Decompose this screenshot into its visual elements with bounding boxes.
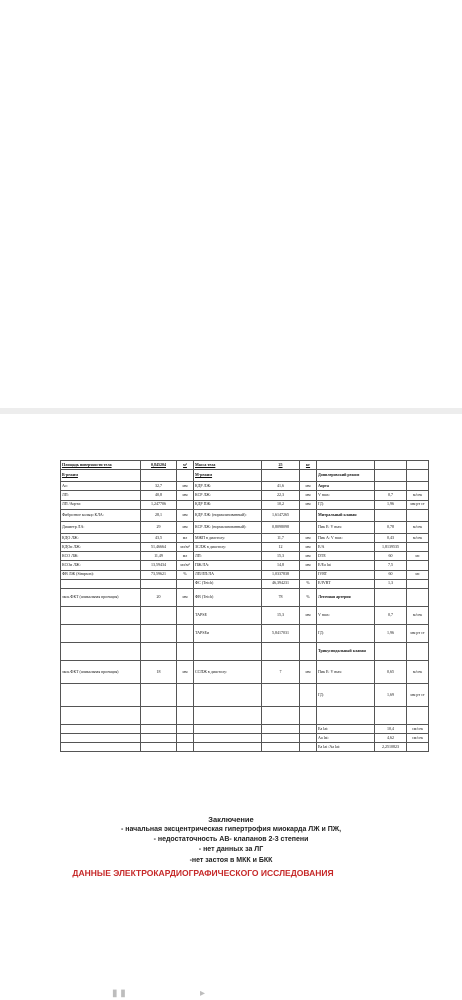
table-cell: КСОи ЛЖ: bbox=[61, 561, 141, 570]
table-cell: ЛП: bbox=[194, 552, 262, 561]
table-cell bbox=[61, 606, 141, 624]
table-cell bbox=[262, 642, 300, 660]
table-cell: мм bbox=[300, 561, 317, 570]
table-cell bbox=[300, 521, 317, 533]
table-row bbox=[61, 533, 429, 542]
table-cell bbox=[61, 724, 141, 733]
table-body bbox=[61, 461, 429, 752]
table-cell: Легочная артерия bbox=[317, 588, 375, 606]
table-cell bbox=[300, 624, 317, 642]
table-cell bbox=[177, 724, 194, 733]
table-cell: 22,3 bbox=[262, 491, 300, 500]
table-cell: м² bbox=[177, 461, 194, 470]
table-cell: 12 bbox=[262, 542, 300, 551]
table-cell: Ea lat /Aa lat: bbox=[317, 743, 375, 752]
table-cell: м/сек bbox=[407, 606, 429, 624]
table-cell: % bbox=[300, 588, 317, 606]
table-cell: ГД: bbox=[317, 500, 375, 509]
table-row bbox=[61, 683, 429, 706]
table-cell: V max: bbox=[317, 491, 375, 500]
table-cell: ГД: bbox=[317, 683, 375, 706]
table-cell bbox=[61, 683, 141, 706]
table-cell: мс bbox=[407, 570, 429, 579]
table-row bbox=[61, 570, 429, 579]
table-cell: 43,5 bbox=[141, 533, 177, 542]
table-cell bbox=[177, 683, 194, 706]
table-cell: Aa lat: bbox=[317, 734, 375, 743]
table-cell: E/IVRT bbox=[317, 579, 375, 588]
table-cell bbox=[194, 724, 262, 733]
table-cell bbox=[407, 470, 429, 482]
table-cell bbox=[61, 624, 141, 642]
table-cell bbox=[262, 743, 300, 752]
table-cell: 1,8139535 bbox=[375, 542, 407, 551]
table-cell: 78 bbox=[262, 588, 300, 606]
table-cell bbox=[61, 743, 141, 752]
table-cell: 10,4 bbox=[375, 724, 407, 733]
table-cell: мм рт ст bbox=[407, 683, 429, 706]
table-cell bbox=[375, 470, 407, 482]
table-cell: мм bbox=[300, 533, 317, 542]
table-cell: ЛП /Аорта: bbox=[61, 500, 141, 509]
table-cell bbox=[141, 743, 177, 752]
table-cell: V max: bbox=[317, 606, 375, 624]
conclusion-line: -нет застоя в МКК и БКК bbox=[189, 856, 273, 864]
table-row bbox=[61, 724, 429, 733]
table-cell: ФВ (Teich) bbox=[194, 588, 262, 606]
table-cell bbox=[317, 461, 375, 470]
table-row bbox=[61, 743, 429, 752]
table-cell bbox=[262, 734, 300, 743]
table-cell bbox=[300, 509, 317, 521]
table-cell bbox=[141, 683, 177, 706]
table-cell: мм рт ст bbox=[407, 500, 429, 509]
table-cell: 7 bbox=[262, 660, 300, 683]
table-cell bbox=[141, 624, 177, 642]
table-cell bbox=[177, 706, 194, 724]
table-cell: Ea lat: bbox=[317, 724, 375, 733]
table-cell bbox=[262, 724, 300, 733]
table-cell: E/Ea lat bbox=[317, 561, 375, 570]
table-cell: ЗСЛЖ в диастолу: bbox=[194, 542, 262, 551]
table-cell: 5,8417031 bbox=[262, 624, 300, 642]
table-cell: 40,8 bbox=[141, 491, 177, 500]
table-cell: Масса тела bbox=[194, 461, 262, 470]
table-cell: TAPSE bbox=[194, 606, 262, 624]
table-cell: Фиброзное кольцо КЛА: bbox=[61, 509, 141, 521]
table-cell: 0,8098098 bbox=[262, 521, 300, 533]
table-row bbox=[61, 561, 429, 570]
conclusion-title: Заключение bbox=[208, 815, 254, 824]
table-cell bbox=[375, 706, 407, 724]
table-cell bbox=[194, 743, 262, 752]
table-cell bbox=[177, 743, 194, 752]
table-cell: КСР ЛЖ: bbox=[194, 491, 262, 500]
table-cell: 1,0337838 bbox=[262, 570, 300, 579]
table-row bbox=[61, 552, 429, 561]
table-cell bbox=[177, 606, 194, 624]
table-cell: 1,247706 bbox=[141, 500, 177, 509]
table-cell bbox=[300, 734, 317, 743]
table-row bbox=[61, 461, 429, 470]
table-cell: Аорта bbox=[317, 482, 375, 491]
table-cell bbox=[407, 588, 429, 606]
table-cell bbox=[141, 470, 177, 482]
table-cell bbox=[262, 706, 300, 724]
table-cell bbox=[177, 470, 194, 482]
table-row bbox=[61, 588, 429, 606]
table-cell: 0,7 bbox=[375, 491, 407, 500]
table-cell: 0,43 bbox=[375, 533, 407, 542]
table-row bbox=[61, 491, 429, 500]
table-cell: 46,394231 bbox=[262, 579, 300, 588]
table-cell: м/сек bbox=[407, 521, 429, 533]
table-cell bbox=[177, 734, 194, 743]
table-cell bbox=[300, 570, 317, 579]
table-row bbox=[61, 500, 429, 509]
table-cell bbox=[407, 706, 429, 724]
table-cell bbox=[61, 642, 141, 660]
table-cell: КДР ПЖ: bbox=[194, 500, 262, 509]
table-cell bbox=[177, 624, 194, 642]
table-cell: 41,6 bbox=[262, 482, 300, 491]
table-row bbox=[61, 579, 429, 588]
table-cell: 11,7 bbox=[262, 533, 300, 542]
cut-off-text-fragment: ▸ bbox=[200, 988, 206, 999]
table-cell: ССПЖ в диастолу: bbox=[194, 660, 262, 683]
table-cell: мл/м² bbox=[177, 542, 194, 551]
table-cell: 1,96 bbox=[375, 624, 407, 642]
table-cell bbox=[407, 743, 429, 752]
table-cell: м/сек bbox=[407, 660, 429, 683]
table-cell: экск.ФКТ (апикальная проекция) bbox=[61, 660, 141, 683]
table-cell: см/сек bbox=[407, 724, 429, 733]
table-cell: Пик E: V max: bbox=[317, 660, 375, 683]
table-cell: DTE bbox=[317, 552, 375, 561]
table-cell bbox=[141, 579, 177, 588]
table-cell bbox=[194, 734, 262, 743]
table-cell bbox=[61, 579, 141, 588]
table-cell: экск.ФКТ (апикальная проекция) bbox=[61, 588, 141, 606]
table-cell: КДР ЛЖ: bbox=[194, 482, 262, 491]
table-cell: мм bbox=[177, 660, 194, 683]
table-cell: Пик E: V max: bbox=[317, 521, 375, 533]
table-cell bbox=[194, 683, 262, 706]
table-cell: 13,59434 bbox=[141, 561, 177, 570]
table-cell bbox=[141, 642, 177, 660]
table-row bbox=[61, 624, 429, 642]
table-cell bbox=[407, 561, 429, 570]
table-cell: 28,1 bbox=[141, 509, 177, 521]
table-row bbox=[61, 482, 429, 491]
table-cell: Допплеровский режим bbox=[317, 470, 375, 482]
table-cell: 0,7 bbox=[375, 606, 407, 624]
table-cell: 4,62 bbox=[375, 734, 407, 743]
table-cell: E/A bbox=[317, 542, 375, 551]
table-cell bbox=[141, 734, 177, 743]
table-cell: мс bbox=[407, 552, 429, 561]
table-cell: мм рт ст bbox=[407, 624, 429, 642]
table-cell bbox=[375, 642, 407, 660]
table-cell bbox=[177, 642, 194, 660]
table-cell bbox=[375, 588, 407, 606]
table-cell bbox=[375, 482, 407, 491]
table-cell: 0,845204 bbox=[141, 461, 177, 470]
table-cell: 73,59621 bbox=[141, 570, 177, 579]
table-cell: 20 bbox=[141, 588, 177, 606]
table-cell bbox=[61, 706, 141, 724]
conclusion-line: - начальная эксцентрическая гипертрофия миокарда ЛЖ и ПЖ, bbox=[120, 826, 342, 833]
table-cell: М-режим bbox=[194, 470, 262, 482]
table-cell: мм bbox=[177, 482, 194, 491]
table-cell: мм bbox=[177, 521, 194, 533]
table-cell: Площадь поверхности тела bbox=[61, 461, 141, 470]
table-cell bbox=[300, 683, 317, 706]
conclusion-line: - недостаточность АВ- клапанов 2-3 степени bbox=[153, 836, 309, 844]
table-cell: 15,3 bbox=[262, 606, 300, 624]
table-cell bbox=[407, 579, 429, 588]
table-cell: 1,69 bbox=[375, 683, 407, 706]
table-cell: ЛП: bbox=[61, 491, 141, 500]
table-cell: МЖП в диастолу: bbox=[194, 533, 262, 542]
table-cell: мм bbox=[300, 491, 317, 500]
table-cell: 2,2510823 bbox=[375, 743, 407, 752]
table-cell: ЛП/ЛП/ЛА bbox=[194, 570, 262, 579]
table-cell: мм bbox=[300, 606, 317, 624]
table-cell: ПЖ/ЛА: bbox=[194, 561, 262, 570]
table-cell: мм bbox=[177, 588, 194, 606]
table-cell: мл bbox=[177, 552, 194, 561]
table-cell: 0,65 bbox=[375, 660, 407, 683]
table-cell: см/сек bbox=[407, 734, 429, 743]
ecg-section-heading: ДАННЫЕ ЭЛЕКТРОКАРДИОГРАФИЧЕСКОГО ИССЛЕДОВАНИЯ bbox=[72, 867, 334, 878]
table-cell bbox=[375, 509, 407, 521]
table-cell: мм bbox=[300, 542, 317, 551]
table-cell: % bbox=[177, 570, 194, 579]
table-cell bbox=[407, 461, 429, 470]
table-cell bbox=[300, 470, 317, 482]
table-cell bbox=[300, 706, 317, 724]
table-cell: мм bbox=[300, 660, 317, 683]
table-cell bbox=[407, 482, 429, 491]
table-cell bbox=[300, 724, 317, 733]
table-row bbox=[61, 521, 429, 533]
conclusion-line: - нет данных за ЛГ bbox=[198, 846, 264, 854]
table-cell: мм bbox=[300, 552, 317, 561]
table-cell: 1,6147265 bbox=[262, 509, 300, 521]
table-cell: Пик A: V max: bbox=[317, 533, 375, 542]
table-cell: 32,7 bbox=[141, 482, 177, 491]
table-cell: КДОи ЛЖ: bbox=[61, 542, 141, 551]
cut-off-text-fragment: ▮ ▮ bbox=[112, 988, 126, 999]
table-cell bbox=[375, 461, 407, 470]
table-cell: ГД: bbox=[317, 624, 375, 642]
table-cell: 11,49 bbox=[141, 552, 177, 561]
table-row bbox=[61, 642, 429, 660]
table-cell: Диаметр ЛА: bbox=[61, 521, 141, 533]
table-row bbox=[61, 542, 429, 551]
table-cell: мм bbox=[300, 500, 317, 509]
table-cell bbox=[61, 734, 141, 743]
table-cell: 25 bbox=[262, 461, 300, 470]
table-cell: 1,3 bbox=[375, 579, 407, 588]
table-cell bbox=[194, 706, 262, 724]
table-cell: 0,78 bbox=[375, 521, 407, 533]
table-cell: 51,46664 bbox=[141, 542, 177, 551]
table-cell: КДО ЛЖ: bbox=[61, 533, 141, 542]
table-cell: IVRT bbox=[317, 570, 375, 579]
table-cell: мм bbox=[177, 509, 194, 521]
table-cell: % bbox=[300, 579, 317, 588]
echo-measurements-table bbox=[60, 460, 429, 752]
table-cell: мм bbox=[177, 491, 194, 500]
table-cell: 60 bbox=[375, 552, 407, 561]
table-cell: ФВ ЛЖ (Simpson): bbox=[61, 570, 141, 579]
table-row bbox=[61, 734, 429, 743]
table-cell bbox=[141, 606, 177, 624]
table-cell bbox=[177, 500, 194, 509]
table-cell: Трикуспидальный клапан bbox=[317, 642, 375, 660]
blank-page-area bbox=[0, 0, 462, 408]
conclusion-block bbox=[0, 815, 462, 879]
table-cell: Митральный клапан bbox=[317, 509, 375, 521]
table-cell: мл bbox=[177, 533, 194, 542]
table-cell bbox=[407, 642, 429, 660]
table-cell bbox=[300, 743, 317, 752]
table-row bbox=[61, 509, 429, 521]
table-cell: 7,5 bbox=[375, 561, 407, 570]
table-cell: В-режим bbox=[61, 470, 141, 482]
table-cell bbox=[262, 470, 300, 482]
table-cell bbox=[262, 683, 300, 706]
table-row bbox=[61, 606, 429, 624]
table-cell bbox=[407, 542, 429, 551]
table-cell: мм bbox=[300, 482, 317, 491]
table-cell: КДР ЛЖ: (нормализованный): bbox=[194, 509, 262, 521]
table-row bbox=[61, 706, 429, 724]
table-cell: 10,2 bbox=[262, 500, 300, 509]
table-cell: 60 bbox=[375, 570, 407, 579]
table-cell: Ао: bbox=[61, 482, 141, 491]
table-cell: ФС (Teich) bbox=[194, 579, 262, 588]
table-cell: м/сек bbox=[407, 491, 429, 500]
table-cell: КСР ЛЖ: (нормализованный): bbox=[194, 521, 262, 533]
table-cell: 15,3 bbox=[262, 552, 300, 561]
table-cell: кг bbox=[300, 461, 317, 470]
table-cell: мл/м² bbox=[177, 561, 194, 570]
table-row bbox=[61, 660, 429, 683]
table-cell bbox=[407, 509, 429, 521]
table-cell: м/сек bbox=[407, 533, 429, 542]
table-cell: 29 bbox=[141, 521, 177, 533]
table-cell: КСО ЛЖ: bbox=[61, 552, 141, 561]
table-cell bbox=[141, 724, 177, 733]
table-cell bbox=[317, 706, 375, 724]
table-cell bbox=[194, 642, 262, 660]
table-row bbox=[61, 470, 429, 482]
table-cell: 14,8 bbox=[262, 561, 300, 570]
table-cell bbox=[141, 706, 177, 724]
table-cell: 18 bbox=[141, 660, 177, 683]
table-cell bbox=[300, 642, 317, 660]
table-cell: TAPSEи bbox=[194, 624, 262, 642]
table-cell bbox=[177, 579, 194, 588]
table-cell: 1,96 bbox=[375, 500, 407, 509]
